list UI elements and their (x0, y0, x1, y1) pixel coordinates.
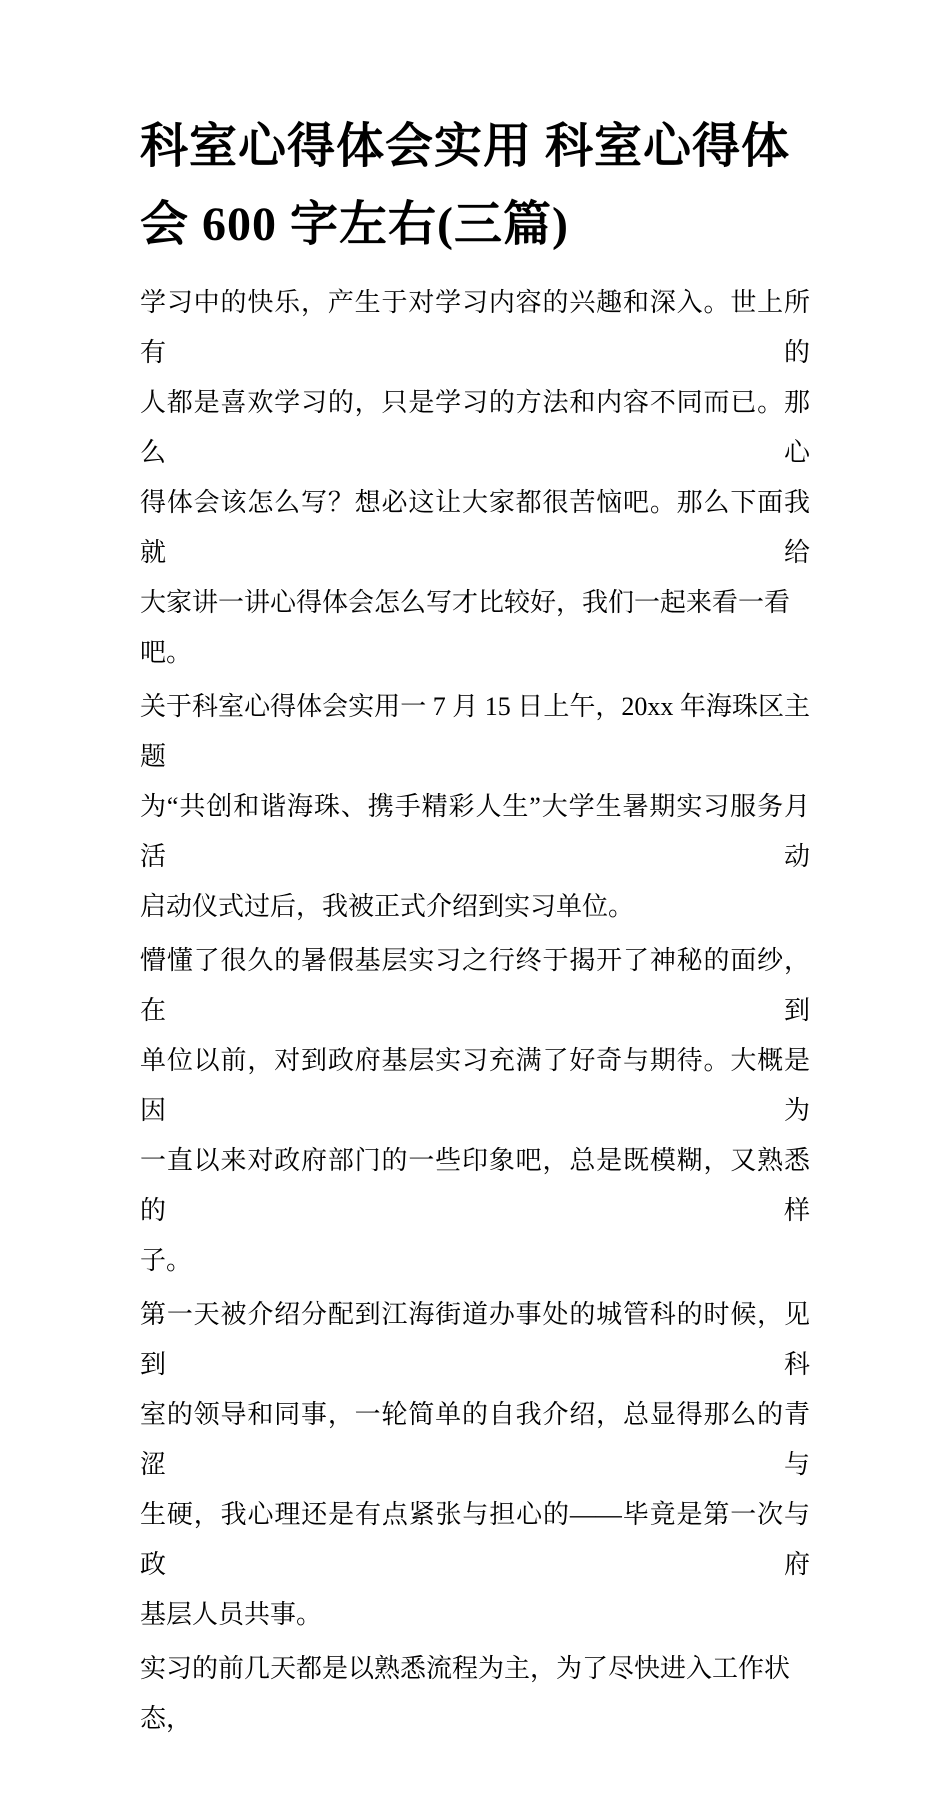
paragraph-line: 为“共创和谐海珠、携手精彩人生”大学生暑期实习服务月活动 (140, 792, 810, 871)
document-title-line-1: 科室心得体会实用 科室心得体 (140, 120, 791, 173)
paragraph-line: 启动仪式过后，我被正式介绍到实习单位。 (140, 892, 635, 921)
paragraph-line: 人都是喜欢学习的，只是学习的方法和内容不同而已。那么心 (140, 388, 810, 467)
document-title-line-2: 会 600 字左右(三篇) (140, 198, 569, 251)
paragraph (140, 278, 810, 678)
paragraph-line: 生硬，我心理还是有点紧张与担心的——毕竟是第一次与政府 (140, 1500, 810, 1579)
paragraph-line: 基层人员共事。 (140, 1600, 323, 1629)
paragraph-line: 得体会该怎么写？想必这让大家都很苦恼吧。那么下面我就给 (140, 488, 810, 567)
paragraph-line: 室的领导和同事，一轮简单的自我介绍，总显得那么的青涩与 (140, 1400, 810, 1479)
paragraph-line: 单位以前，对到政府基层实习充满了好奇与期待。大概是因为 (140, 1046, 810, 1125)
document-body (140, 278, 810, 1744)
paragraph-line: 第一天被介绍分配到江海街道办事处的城管科的时候，见到科 (140, 1300, 810, 1379)
paragraph-line: 一直以来对政府部门的一些印象吧，总是既模糊，又熟悉的样 (140, 1146, 810, 1225)
paragraph-line: 实习的前几天都是以熟悉流程为主，为了尽快进入工作状态， (140, 1654, 791, 1733)
paragraph-line: 关于科室心得体会实用一 7 月 15 日上午，20xx 年海珠区主题 (140, 692, 810, 771)
document-title (140, 108, 810, 264)
paragraph-line: 懵懂了很久的暑假基层实习之行终于揭开了神秘的面纱，在到 (140, 946, 810, 1025)
paragraph (140, 1644, 810, 1744)
paragraph (140, 682, 810, 932)
paragraph-line: 学习中的快乐，产生于对学习内容的兴趣和深入。世上所有的 (140, 288, 810, 367)
paragraph (140, 1290, 810, 1640)
paragraph-line: 子。 (140, 1246, 193, 1275)
paragraph-line: 大家讲一讲心得体会怎么写才比较好，我们一起来看一看吧。 (140, 588, 791, 667)
paragraph (140, 936, 810, 1286)
